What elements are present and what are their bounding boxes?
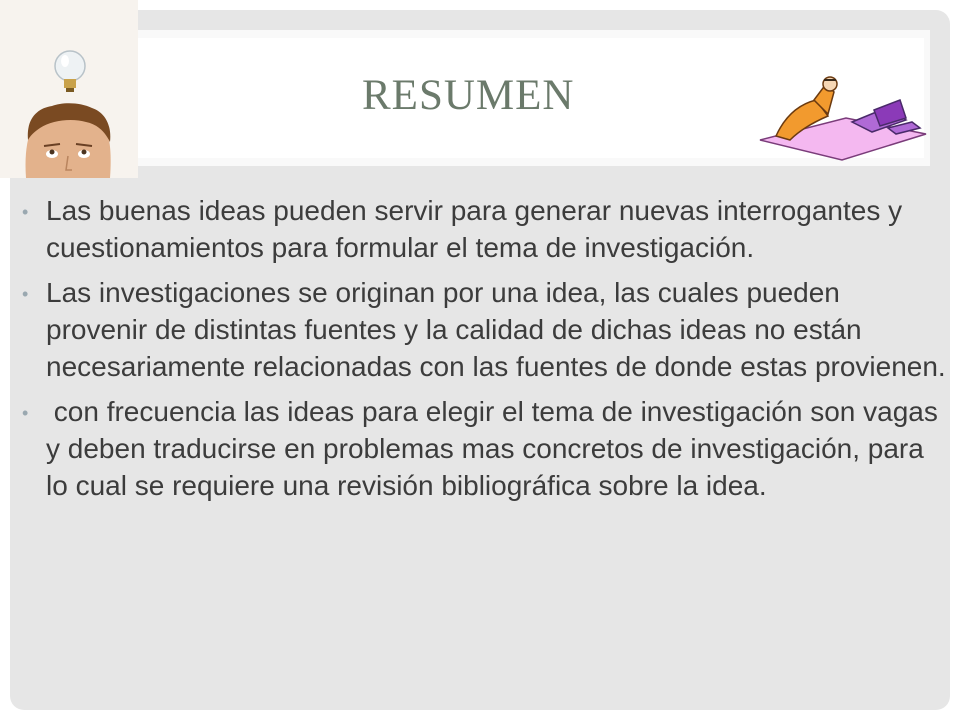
man-head-icon <box>26 103 111 178</box>
person-at-laptop-icon <box>756 70 932 164</box>
lightbulb-man-illustration <box>0 0 138 178</box>
slide-title: RESUMEN <box>362 72 575 119</box>
bullet-item <box>22 393 948 504</box>
man-with-lightbulb-icon <box>0 0 138 178</box>
laptop-person-illustration <box>756 70 932 164</box>
bullet-text: Las investigaciones se originan por una idea, las cuales pueden provenir de distintas fuentes y la calidad de dichas ideas no están necesariamente relacionadas con las fuentes de donde estas provienen. <box>46 277 946 382</box>
bullet-item <box>22 192 948 266</box>
lightbulb-icon <box>55 51 85 92</box>
bullet-item <box>22 274 948 385</box>
bullet-dot-icon: • <box>22 403 29 423</box>
bullet-text: con frecuencia las ideas para elegir el tema de investigación son vagas y deben traducirse en problemas mas concretos de investigación, para lo cual se requiere una revisión bibliográfica sobre la idea. <box>46 396 946 501</box>
bullet-text: Las buenas ideas pueden servir para generar nuevas interrogantes y cuestionamientos para formular el tema de investigación. <box>46 195 903 263</box>
bullet-dot-icon: • <box>22 284 29 304</box>
bullet-dot-icon: • <box>22 202 29 222</box>
bullet-list <box>22 192 948 512</box>
